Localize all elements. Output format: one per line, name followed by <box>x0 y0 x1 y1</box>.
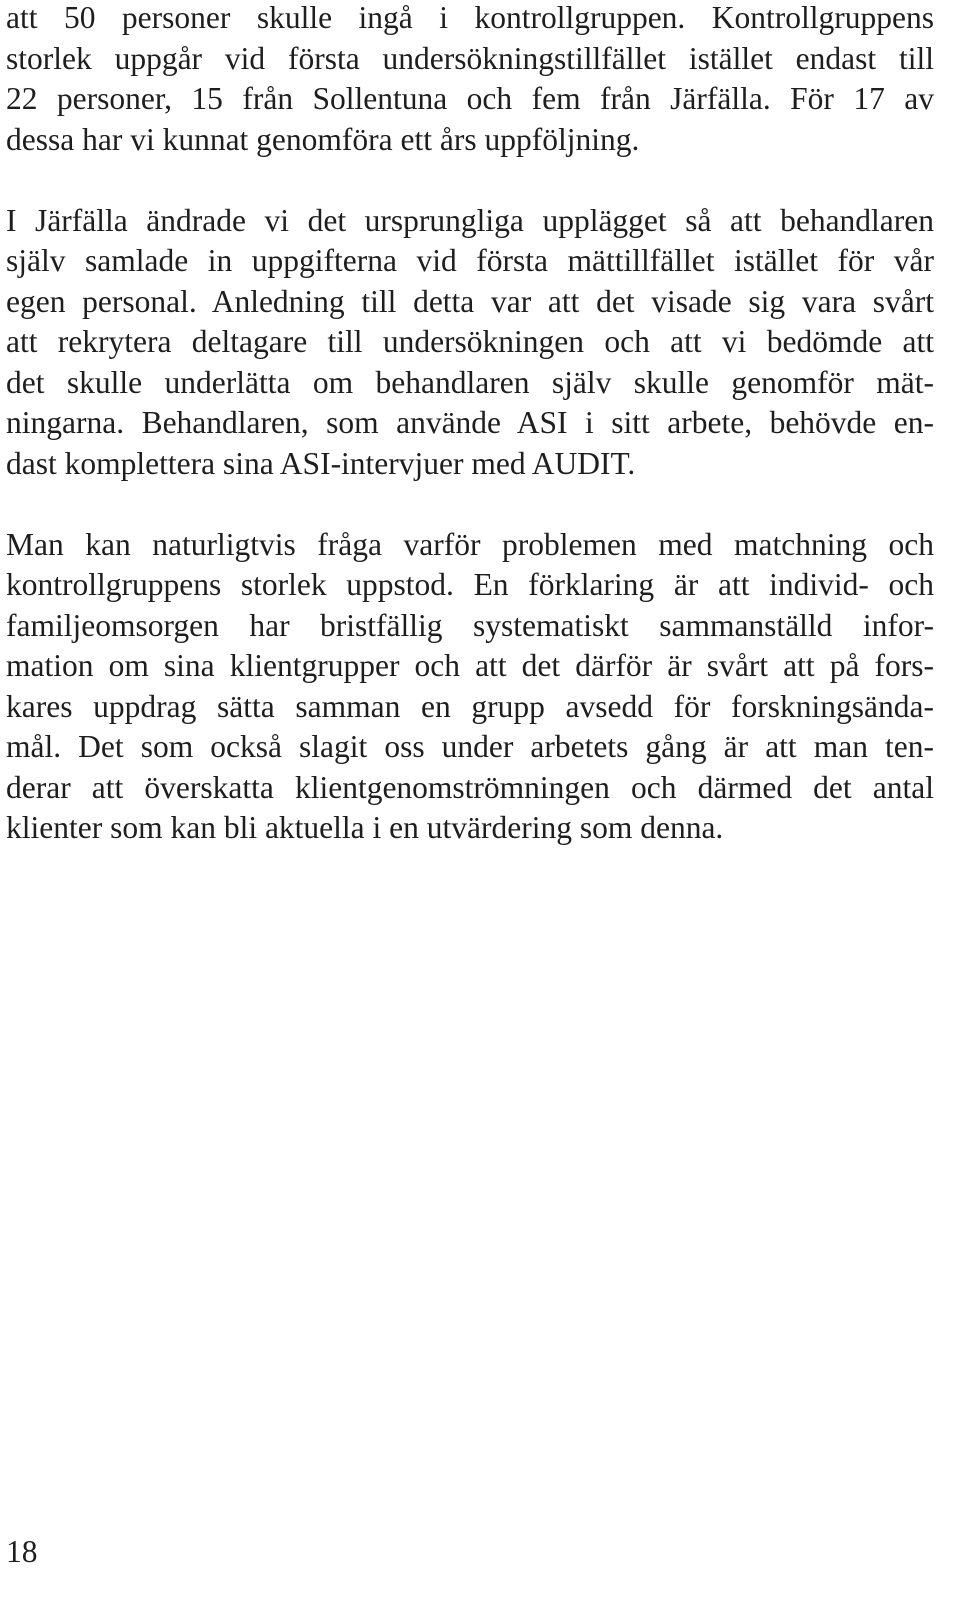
text-line: dessa har vi kunnat genomföra ett års uppföljning. <box>6 121 640 157</box>
paragraph-spacer <box>6 484 934 525</box>
text-line: ningarna. Behandlaren, som använde ASI i sitt arbete, behövde en- <box>6 405 934 440</box>
page-number: 18 <box>6 1534 38 1569</box>
text-line: att 50 personer skulle ingå i kontrollgruppen. Kontrollgruppens <box>6 0 934 35</box>
text-line: derar att överskatta klientgenomströmningen och därmed det antal <box>6 769 934 805</box>
text-line: dast komplettera sina ASI-intervjuer med AUDIT. <box>6 445 636 481</box>
text-line: storlek uppgår vid första undersökningstillfället istället endast till <box>6 40 934 76</box>
text-line: egen personal. Anledning till detta var att det visade sig vara svårt <box>6 283 934 319</box>
text-line: kares uppdrag sätta samman en grupp avsedd för forskningsända- <box>6 688 934 724</box>
text-line: att rekrytera deltagare till undersökningen och att vi bedömde att <box>6 324 934 359</box>
text-line: mation om sina klientgrupper och att det därför är svårt att på fors- <box>6 648 934 683</box>
paragraph-spacer <box>6 160 934 201</box>
text-line: mål. Det som också slagit oss under arbetets gång är att man ten- <box>6 729 934 764</box>
paragraph-2 <box>6 201 934 485</box>
text-line: I Järfälla ändrade vi det ursprungliga upplägget så att behandlaren <box>6 202 934 238</box>
text-line: 22 personer, 15 från Sollentuna och fem från Järfälla. För 17 av <box>6 81 934 116</box>
text-line: kontrollgruppens storlek uppstod. En förklaring är att individ- och <box>6 567 934 602</box>
text-line: själv samlade in uppgifterna vid första mättillfället istället för vår <box>6 243 934 278</box>
text-line: det skulle underlätta om behandlaren själv skulle genomför mät- <box>6 364 934 400</box>
paragraph-1 <box>6 0 934 160</box>
text-line: klienter som kan bli aktuella i en utvärdering som denna. <box>6 810 724 845</box>
paragraph-3 <box>6 525 934 849</box>
text-line: familjeomsorgen har bristfällig systematiskt sammanställd infor- <box>6 607 934 643</box>
document-page <box>6 0 934 849</box>
text-line: Man kan naturligtvis fråga varför problemen med matchning och <box>6 526 934 562</box>
